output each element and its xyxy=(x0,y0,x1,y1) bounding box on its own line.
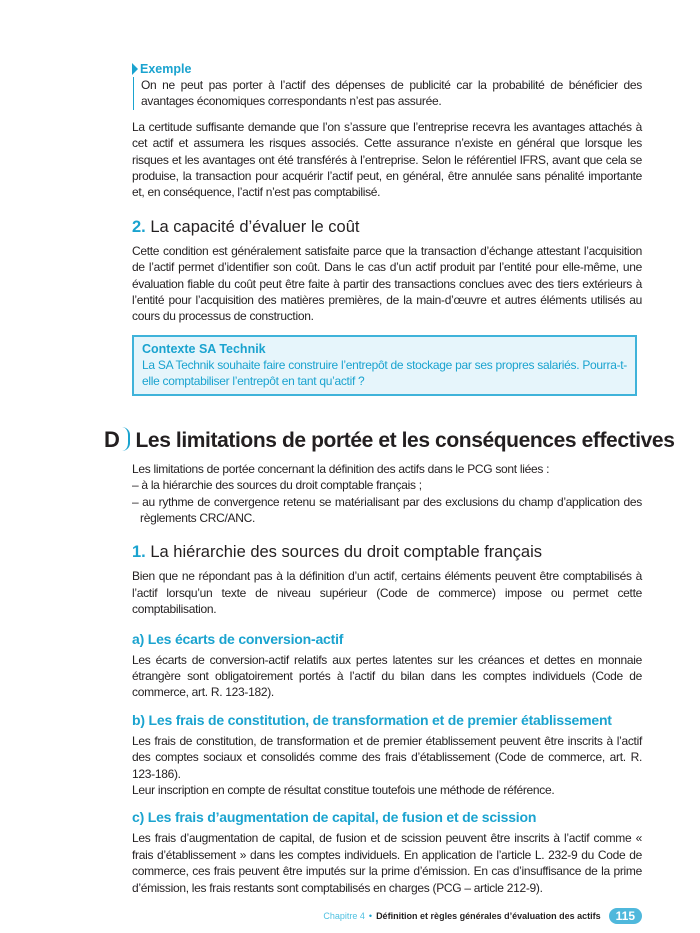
subsection-c-text: Les frais d’augmentation de capital, de fusion et de scission peuvent être inscrits à l’actif comme « frais d’établissement » dans les comptes individuels. En application de l’article L. 232-9 du Code de commerce, ces frais peuvent être imputés sur la prime d’émission. En cas d’insuffisance de la prime d’émission, les frais restants sont comptabilisés en charges (PCG – article 212-9). xyxy=(132,831,642,895)
section-2-heading xyxy=(132,217,642,237)
subsection-c-heading: c) Les frais d’augmentation de capital, de fusion et de scission xyxy=(132,809,537,826)
section-d-title: Les limitations de portée et les conséquences effectives xyxy=(135,428,675,452)
section-2-text: Cette condition est généralement satisfaite parce que la transaction d’échange attestant l’acquisition de l’actif permet d’identifier son coût. Dans le cas d’un actif produit par l’entité pour elle-même, une évaluation fiable du coût peut être faite à partir des transactions conclues avec des tiers extérieurs à l’entité pour l’acquisition des matières premières, de la main-d’œuvre et autres éléments utilisés au cours du processus de construction. xyxy=(132,243,642,324)
context-title: Contexte SA Technik xyxy=(142,341,266,356)
bracket-decoration xyxy=(122,427,130,451)
example-title xyxy=(132,61,642,77)
triangle-bullet-icon xyxy=(132,63,138,75)
list-item: – à la hiérarchie des sources du droit comptable français ; xyxy=(132,478,422,493)
footer-separator: • xyxy=(368,911,373,921)
section-title: La capacité d’évaluer le coût xyxy=(150,217,360,236)
example-title-text: Exemple xyxy=(140,62,192,76)
section-letter: D xyxy=(104,426,120,452)
subsection-a-heading: a) Les écarts de conversion-actif xyxy=(132,630,344,647)
section-number: 2. xyxy=(132,217,146,236)
section-title: La hiérarchie des sources du droit comptable français xyxy=(150,543,542,562)
footer-title: Définition et règles générales d’évaluation des actifs xyxy=(376,911,601,921)
context-text: La SA Technik souhaite faire construire l’entrepôt de stockage par ses propres salariés. Pourra-t-elle comptabiliser l’entrepôt en tant qu’actif ? xyxy=(142,357,627,389)
footer-chapter: Chapitre 4 xyxy=(323,911,365,921)
section-d-heading xyxy=(104,426,675,455)
subsection-b-text-2: Leur inscription en compte de résultat constitue toutefois une méthode de référence. xyxy=(132,782,555,797)
subsection-b-text: Les frais de constitution, de transformation et de premier établissement peuvent être inscrits à l’actif des comptes sociaux et consolidés comme des frais d’établissement (Code de commerce, art. R. 123-186). xyxy=(132,733,642,781)
paragraph-certitude: La certitude suffisante demande que l’on s’assure que l’entreprise recevra les avantages attachés à cet actif et assumera les risques associés. Cette assurance n’existe en général que lorsque les risques et les avantages ont été transférés à l’entreprise. Selon le référentiel IFRS, avant que cela se produise, la transaction pour acquérir l’actif peut, en général, être annulée sans pénalité importante et, en conséquence, l’actif n’est pas comptabilisé. xyxy=(132,119,642,200)
section-number: 1. xyxy=(132,543,146,562)
example-text: On ne peut pas porter à l’actif des dépenses de publicité car la probabilité de bénéficier des avantages économiques correspondants n’est pas assurée. xyxy=(141,78,642,109)
section-1-heading xyxy=(132,542,642,562)
subsection-a-text: Les écarts de conversion-actif relatifs aux pertes latentes sur les créances et dettes en monnaie étrangère sont obligatoirement portés à l’actif du bilan dans les comptes individuels (Code de commerce, art. R. 123-182). xyxy=(132,652,642,700)
list-item: – au rythme de convergence retenu se matérialisant par des exclusions du champ d’application des règlements CRC/ANC. xyxy=(132,494,642,525)
section-1-text: Bien que ne répondant pas à la définition d’un actif, certains éléments peuvent être comptabilisés à l’actif lorsqu’un texte de niveau supérieur (Code de commerce) impose ou permet cette comptabilisation. xyxy=(132,569,642,617)
page-footer xyxy=(0,906,642,926)
example-block xyxy=(132,61,642,110)
section-d-intro: Les limitations de portée concernant la définition des actifs dans le PCG sont liées : xyxy=(132,461,550,476)
section-d-body xyxy=(132,461,642,527)
page-number: 115 xyxy=(609,908,642,924)
context-box xyxy=(132,335,637,396)
subsection-b-heading: b) Les frais de constitution, de transformation et de premier établissement xyxy=(132,711,612,728)
